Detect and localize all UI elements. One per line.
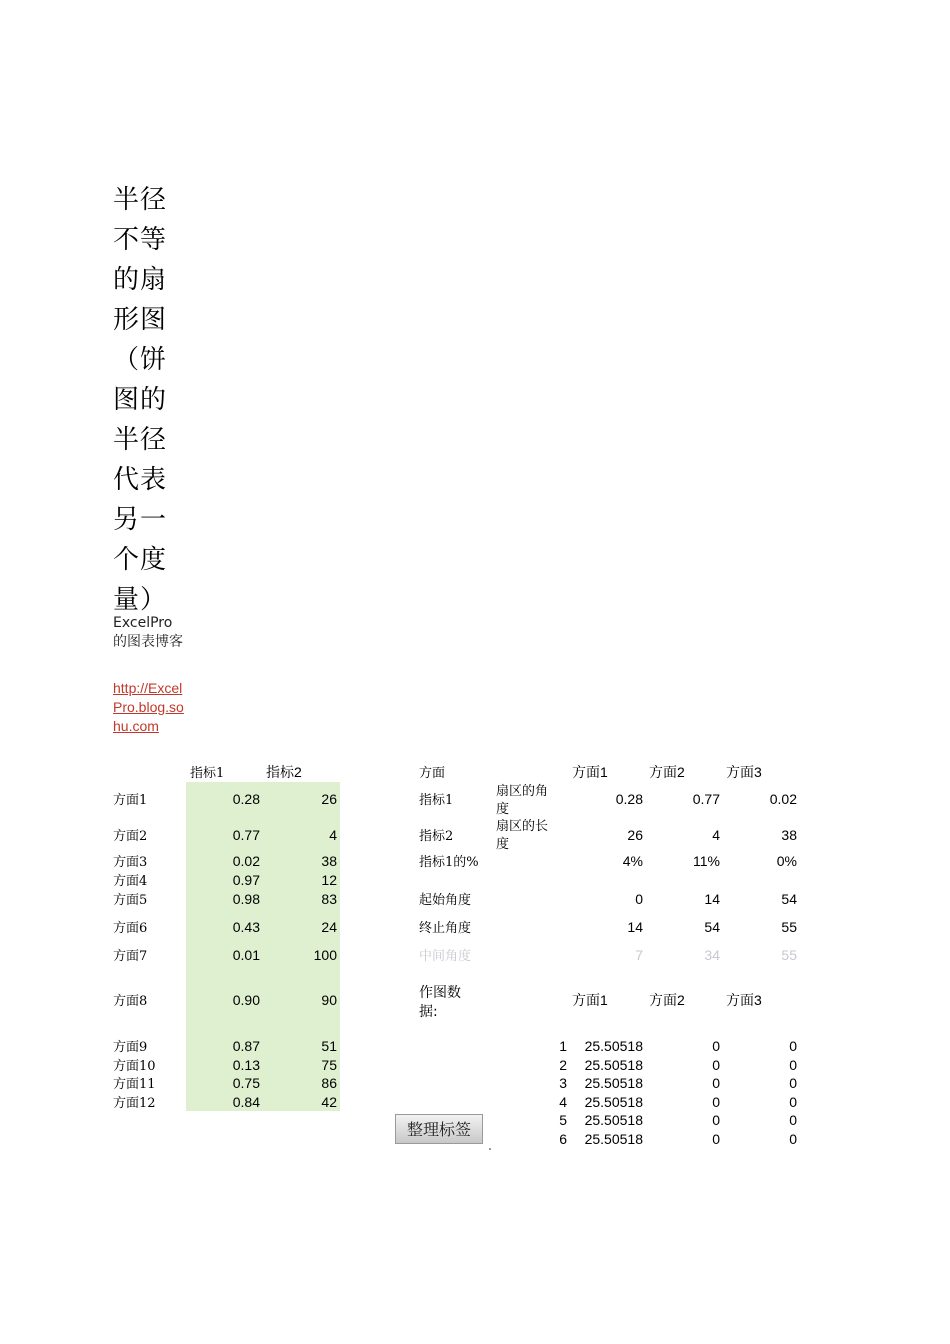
table-cell: 38 [781, 827, 797, 843]
table-cell: 0 [789, 1131, 797, 1147]
row-label: 指标1的% [419, 855, 479, 870]
table-cell: 4 [712, 827, 720, 843]
col-header: 方面1 [572, 992, 608, 1008]
row-label: 方面6 [113, 921, 148, 936]
table-cell: 0.01 [232, 947, 260, 963]
table-cell: 51 [321, 1038, 337, 1054]
row-label: 方面10 [113, 1059, 156, 1074]
table-cell: 14 [627, 919, 643, 935]
row-note: 扇区的角度 [496, 784, 549, 817]
row-label: 中间角度 [419, 949, 472, 964]
blog-link[interactable]: http://ExcelPro.blog.sohu.com [113, 680, 184, 734]
arrange-labels-button[interactable]: 整理标签 [395, 1114, 483, 1144]
table-cell: 0 [712, 1075, 720, 1091]
table-cell: 0 [789, 1057, 797, 1073]
row-label: 方面4 [113, 874, 148, 889]
table-cell: 83 [321, 891, 337, 907]
row-number: 4 [559, 1094, 567, 1110]
table-cell: 0 [789, 1094, 797, 1110]
row-label: 方面11 [113, 1077, 156, 1092]
col-header: 方面2 [649, 992, 685, 1008]
table-cell: 25.50518 [584, 1075, 643, 1091]
row-label: 方面1 [113, 793, 148, 808]
table-cell: 0.43 [232, 919, 260, 935]
table-cell: 0.75 [232, 1075, 260, 1091]
row-label: 方面9 [113, 1040, 148, 1055]
row-label: 方面8 [113, 994, 148, 1009]
table-cell: 0.77 [692, 791, 720, 807]
table-cell: 0.28 [232, 791, 260, 807]
table-cell: 0 [712, 1038, 720, 1054]
table-cell: 54 [704, 919, 720, 935]
page-title: 半径不等的扇形图（饼图的半径代表另一个度量） [113, 185, 168, 615]
row-number: 6 [559, 1131, 567, 1147]
row-number: 1 [559, 1038, 567, 1054]
table-cell: 34 [704, 947, 720, 963]
row-number: 5 [559, 1112, 567, 1128]
row-number: 2 [559, 1057, 567, 1073]
col-header: 方面2 [649, 764, 685, 780]
divider-dot [489, 1148, 491, 1150]
table-cell: 26 [321, 791, 337, 807]
row-label: 方面7 [113, 949, 148, 964]
table-cell: 12 [321, 872, 337, 888]
table-cell: 26 [627, 827, 643, 843]
table-cell: 0.87 [232, 1038, 260, 1054]
row-note: 扇区的长度 [496, 819, 549, 852]
col-header: 方面3 [726, 992, 762, 1008]
table-cell: 0 [789, 1112, 797, 1128]
table-cell: 100 [313, 947, 337, 963]
table-cell: 86 [321, 1075, 337, 1091]
table-cell: 0.90 [232, 992, 260, 1008]
table-cell: 0.77 [232, 827, 260, 843]
col-header: 指标2 [266, 764, 302, 780]
table-cell: 42 [321, 1094, 337, 1110]
table-cell: 0.97 [232, 872, 260, 888]
table-cell: 0 [789, 1038, 797, 1054]
table-cell: 0.84 [232, 1094, 260, 1110]
table-cell: 25.50518 [584, 1057, 643, 1073]
table-cell: 0 [712, 1131, 720, 1147]
table-cell: 7 [635, 947, 643, 963]
table-cell: 4 [329, 827, 337, 843]
table-cell: 0.02 [769, 791, 797, 807]
table-cell: 0% [776, 853, 797, 869]
row-label: 终止角度 [419, 921, 472, 936]
table-cell: 75 [321, 1057, 337, 1073]
table-cell: 54 [781, 891, 797, 907]
table-cell: 0 [712, 1112, 720, 1128]
table-cell: 55 [781, 947, 797, 963]
row-label: 起始角度 [419, 893, 472, 908]
table-cell: 55 [781, 919, 797, 935]
row-label: 方面2 [113, 829, 148, 844]
table-cell: 0.13 [232, 1057, 260, 1073]
row-label: 方面5 [113, 893, 148, 908]
row-label: 方面12 [113, 1096, 156, 1111]
table-cell: 25.50518 [584, 1094, 643, 1110]
table-cell: 24 [321, 919, 337, 935]
row-label: 指标2 [419, 829, 454, 844]
table-cell: 25.50518 [584, 1131, 643, 1147]
table-cell: 25.50518 [584, 1112, 643, 1128]
table-cell: 0.02 [232, 853, 260, 869]
col-header: 方面3 [726, 764, 762, 780]
plot-label: 作图数据: [419, 985, 461, 1020]
row-label: 方面3 [113, 855, 148, 870]
table-cell: 11% [693, 853, 720, 869]
col-header: 指标1 [190, 766, 225, 781]
table-cell: 0.98 [232, 891, 260, 907]
table-cell: 25.50518 [584, 1038, 643, 1054]
table-cell: 0 [712, 1094, 720, 1110]
table-cell: 38 [321, 853, 337, 869]
table-cell: 0 [712, 1057, 720, 1073]
row-number: 3 [559, 1075, 567, 1091]
blog-name: ExcelPro的图表博客 [113, 615, 183, 650]
table-cell: 4% [622, 853, 643, 869]
col-header: 方面1 [572, 764, 608, 780]
corner-label: 方面 [419, 766, 446, 781]
table-cell: 14 [704, 891, 720, 907]
table-cell: 90 [321, 992, 337, 1008]
table-cell: 0.28 [615, 791, 643, 807]
table-cell: 0 [635, 891, 643, 907]
table-cell: 0 [789, 1075, 797, 1091]
row-label: 指标1 [419, 793, 454, 808]
